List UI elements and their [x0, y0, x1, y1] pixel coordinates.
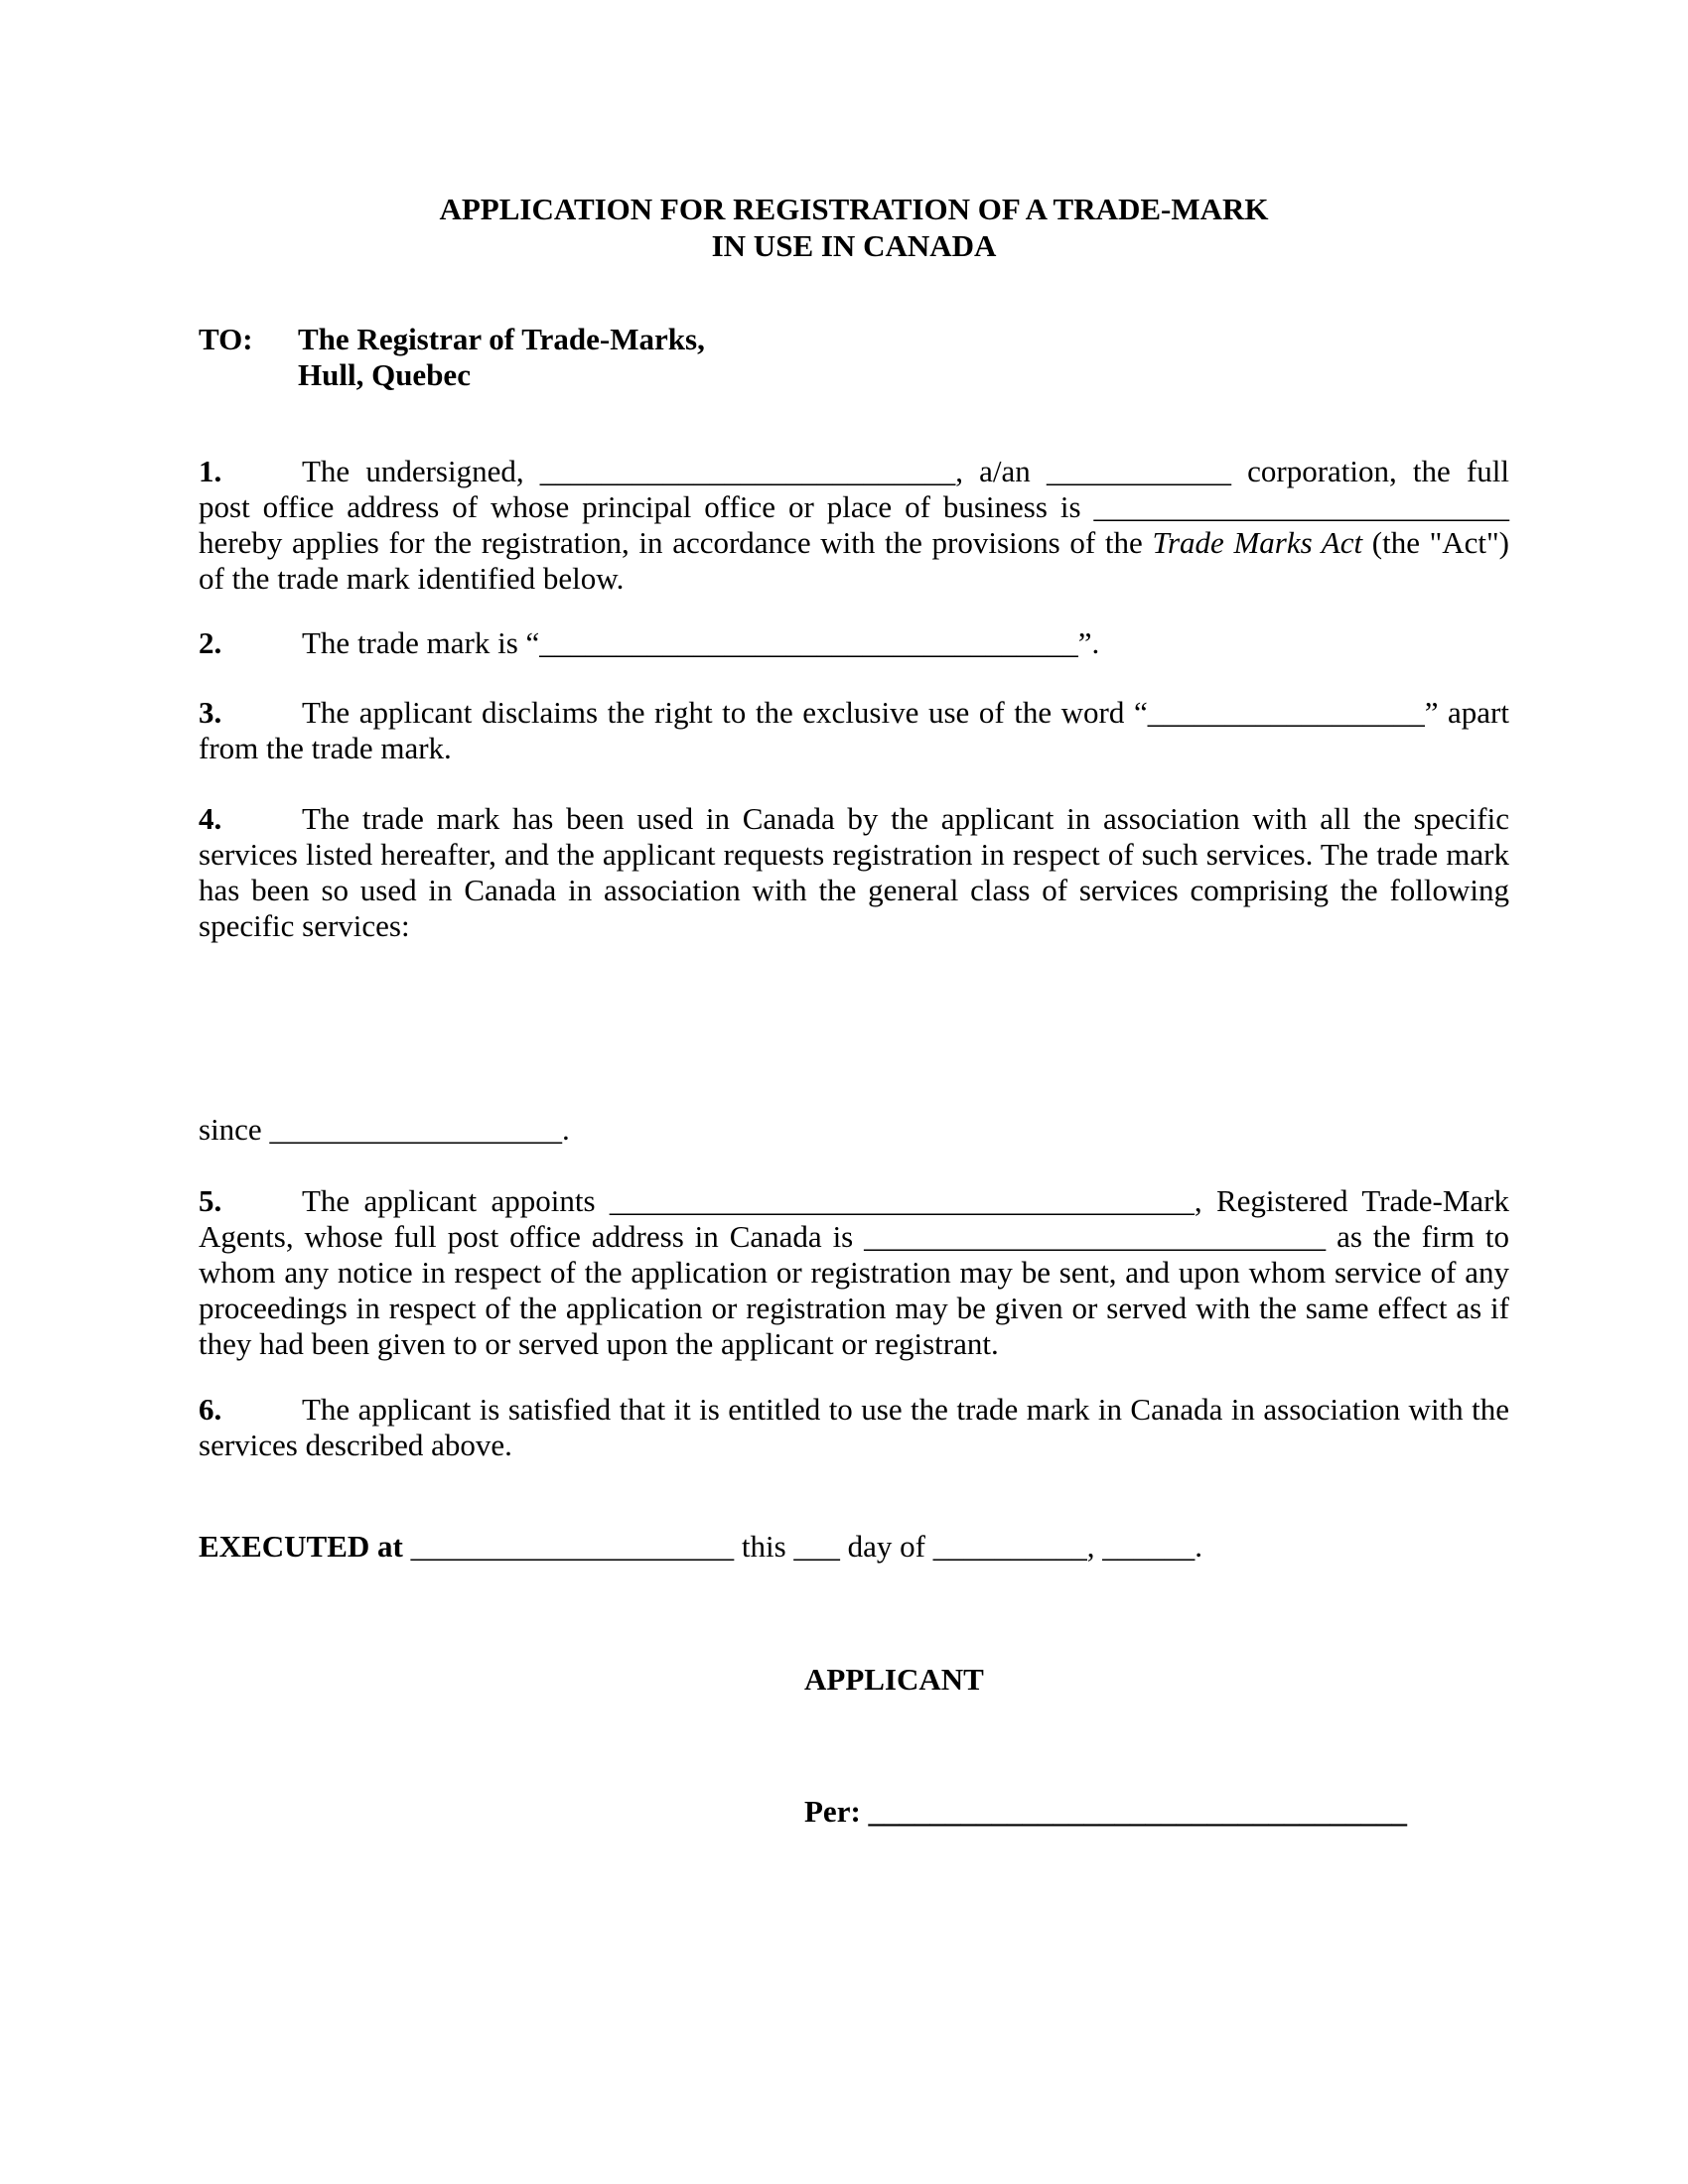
recipient-block — [199, 322, 1509, 393]
title-line-1: APPLICATION FOR REGISTRATION OF A TRADE-MARK — [439, 192, 1269, 226]
paragraph-4-text: The trade mark has been used in Canada by the applicant in association with all the specific services listed hereafter, and the applicant requests registration in respect of such services. The trade mark has been so used in Canada in association with the general class of services comprising the following specific services: — [199, 801, 1509, 943]
per-signature-line — [804, 1794, 1509, 1830]
per-label: Per: — [804, 1794, 861, 1829]
applicant-heading: APPLICANT — [804, 1662, 984, 1697]
recipient-address-line-1: The Registrar of Trade-Marks, — [298, 322, 705, 356]
paragraph-5 — [199, 1183, 1509, 1362]
paragraph-5-text: The applicant appoints ______________________________________, Registered Trade-Mark Agents, whose full post office address in Canada is ______________________________ as the firm to whom any notice in respect of the application or registration may be sent, and upon whom service of any proceedings in respect of the application or registration may be given or served with the same effect as if they had been given to or served upon the applicant or registrant. — [199, 1183, 1509, 1361]
document-title — [199, 191, 1509, 264]
execution-line — [199, 1529, 1509, 1565]
paragraph-1-act-name: Trade Marks Act — [1152, 525, 1363, 560]
paragraph-3-number: 3. — [199, 695, 222, 730]
paragraph-3-text: The applicant disclaims the right to the exclusive use of the word “__________________” apart from the trade mark. — [199, 695, 1509, 765]
paragraph-3 — [199, 695, 1509, 766]
execution-blanks: _____________________ this ___ day of __________, ______. — [402, 1529, 1202, 1564]
recipient-address-line-2: Hull, Quebec — [298, 357, 471, 392]
paragraph-5-number: 5. — [199, 1183, 222, 1218]
per-signature-blank: ___________________________________ — [860, 1794, 1408, 1829]
title-line-2: IN USE IN CANADA — [711, 228, 997, 263]
since-line: since ___________________. — [199, 1112, 570, 1147]
paragraph-6-text: The applicant is satisfied that it is entitled to use the trade mark in Canada in association with the services described above. — [199, 1392, 1509, 1462]
paragraph-6-number: 6. — [199, 1392, 222, 1427]
paragraph-2-text: The trade mark is “___________________________________”. — [302, 625, 1100, 660]
paragraph-1-number: 1. — [199, 454, 222, 488]
recipient-label: TO: — [199, 322, 253, 356]
paragraph-2 — [199, 625, 1509, 661]
paragraph-1-text-before-italic: The undersigned, ___________________________, a/an ____________ corporation, the full post office address of whose principal office or place of business is ___________________________ hereby applies for the registration, in accordance with the provisions of the — [199, 454, 1509, 560]
paragraph-6 — [199, 1392, 1509, 1463]
paragraph-4-number: 4. — [199, 801, 222, 836]
paragraph-2-number: 2. — [199, 625, 222, 660]
paragraph-1 — [199, 454, 1509, 597]
paragraph-4 — [199, 801, 1509, 944]
paragraph-1-text-after-italic: (the "Act") of the trade mark identified below. — [199, 525, 1510, 596]
recipient-address — [298, 322, 705, 393]
execution-label: EXECUTED at — [199, 1529, 403, 1564]
